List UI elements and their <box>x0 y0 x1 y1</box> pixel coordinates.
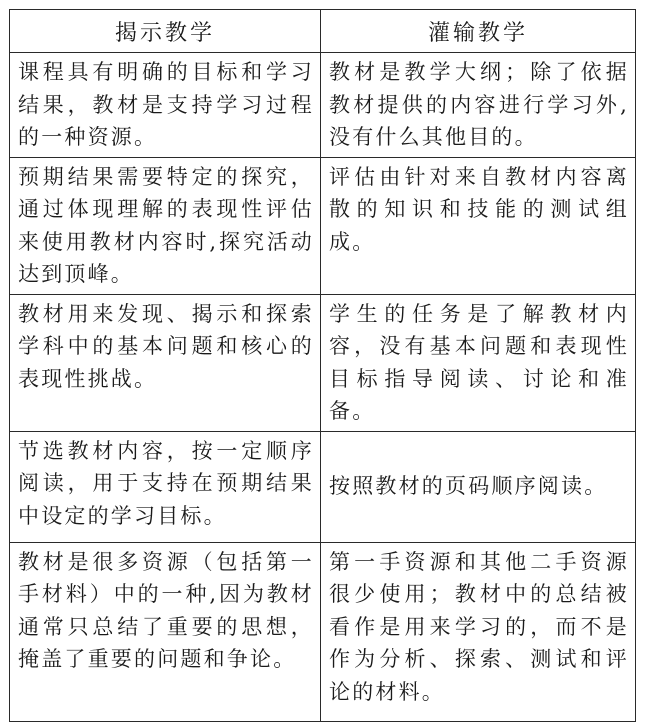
table-row <box>10 431 636 542</box>
comparison-table <box>9 9 636 722</box>
cell-revealing: 节选教材内容，按一定顺序阅读，用于支持在预期结果中设定的学习目标。 <box>10 431 321 542</box>
table-row <box>10 53 636 158</box>
cell-revealing: 教材是很多资源（包括第一手材料）中的一种,因为教材通常只总结了重要的思想，掩盖了重要的问题和争论。 <box>10 542 321 721</box>
cell-indoctrination: 按照教材的页码顺序阅读。 <box>321 431 636 542</box>
cell-revealing: 预期结果需要特定的探究，通过体现理解的表现性评估来使用教材内容时,探究活动达到顶峰。 <box>10 157 321 294</box>
cell-indoctrination: 学生的任务是了解教材内容，没有基本问题和表现性目标指导阅读、讨论和准备。 <box>321 294 636 431</box>
comparison-table-container <box>9 9 635 704</box>
table-row <box>10 542 636 721</box>
header-indoctrination-teaching: 灌输教学 <box>321 10 636 53</box>
cell-indoctrination: 第一手资源和其他二手资源很少使用；教材中的总结被看作是用来学习的，而不是作为分析、探索、测试和评论的材料。 <box>321 542 636 721</box>
header-row <box>10 10 636 53</box>
table-row <box>10 157 636 294</box>
cell-indoctrination: 教材是教学大纲；除了依据教材提供的内容进行学习外,没有什么其他目的。 <box>321 53 636 158</box>
cell-revealing: 课程具有明确的目标和学习结果，教材是支持学习过程的一种资源。 <box>10 53 321 158</box>
header-revealing-teaching: 揭示教学 <box>10 10 321 53</box>
table-row <box>10 294 636 431</box>
cell-revealing: 教材用来发现、揭示和探索学科中的基本问题和核心的表现性挑战。 <box>10 294 321 431</box>
cell-indoctrination: 评估由针对来自教材内容离散的知识和技能的测试组成。 <box>321 157 636 294</box>
